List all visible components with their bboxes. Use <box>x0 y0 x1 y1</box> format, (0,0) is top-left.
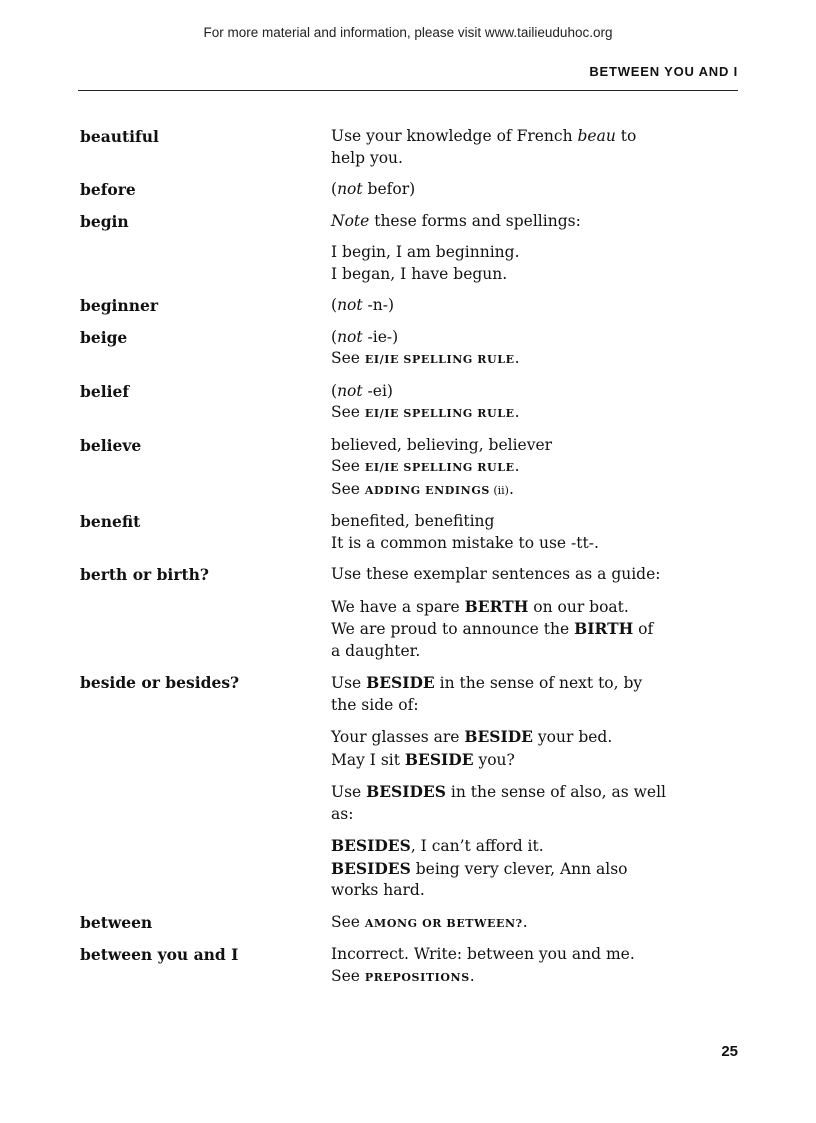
cross-reference: AMONG OR BETWEEN? <box>364 916 523 930</box>
entry-term: benefit <box>80 512 141 531</box>
entry-definition: (not befor) <box>331 180 416 198</box>
cross-reference: PREPOSITIONS <box>364 970 470 984</box>
entry-definition: (not -ei) See EI/IE SPELLING RULE. <box>331 381 520 421</box>
entry-term: beside or besides? <box>80 673 240 692</box>
dictionary-entries <box>80 126 740 998</box>
entry-term: beginner <box>80 296 158 315</box>
entry-beginner <box>80 295 740 317</box>
entry-before <box>80 179 740 201</box>
entry-definition: Incorrect. Write: between you and me. See PREPOSITIONS. <box>331 945 635 985</box>
entry-belief <box>80 381 740 425</box>
cross-reference: EI/IE SPELLING RULE <box>364 407 515 420</box>
entry-definition: benefited, benefiting It is a common mistake to use -tt-. <box>331 512 599 552</box>
entry-between-you-and-i <box>80 944 740 988</box>
cross-reference: EI/IE SPELLING RULE <box>364 461 515 474</box>
entry-benefit <box>80 511 740 554</box>
cross-reference: EI/IE SPELLING RULE <box>364 353 515 366</box>
entry-term: belief <box>80 381 130 401</box>
entry-definition: See AMONG OR BETWEEN?. <box>331 912 528 931</box>
entry-term: beige <box>80 327 128 347</box>
entry-definition: Use your knowledge of French beau to help you. <box>331 127 637 167</box>
page-number: 25 <box>721 1043 738 1060</box>
running-head: BETWEEN YOU AND I <box>589 64 738 79</box>
entry-definition: (not -ie-) See EI/IE SPELLING RULE. <box>331 327 520 367</box>
entry-begin <box>80 211 740 286</box>
entry-beautiful <box>80 126 740 169</box>
entry-term: before <box>80 180 136 199</box>
header-rule <box>78 90 738 91</box>
source-note: For more material and information, please visit www.tailieuduhoc.org <box>203 25 613 40</box>
entry-definition: believed, believing, believer See EI/IE SPELLING RULE. See ADDING ENDINGS (ii). <box>331 435 553 498</box>
entry-definition: Note these forms and spellings: I begin, I am beginning. I began, I have begun. <box>331 211 581 283</box>
entry-term: believe <box>80 435 142 455</box>
entry-definition: Use BESIDE in the sense of next to, by the side of: Your glasses are BESIDE your bed. May I sit BESIDE you? Use BESIDES in the sense of also, as well as: BESIDES, I can’t afford it. BESIDES being very clever, Ann also works hard. <box>331 673 667 899</box>
cross-reference: ADDING ENDINGS <box>364 483 490 497</box>
entry-term: berth or birth? <box>80 565 209 584</box>
entry-term: beautiful <box>80 127 159 146</box>
entry-definition: Use these exemplar sentences as a guide: We have a spare BERTH on our boat. We are proud to announce the BIRTH of a daughter. <box>331 565 661 660</box>
entry-beside-or-besides <box>80 672 740 902</box>
entry-between <box>80 912 740 935</box>
entry-believe <box>80 435 740 502</box>
entry-term: begin <box>80 211 129 231</box>
entry-beige <box>80 327 740 371</box>
entry-term: between <box>80 912 153 932</box>
entry-definition: (not -n-) <box>331 296 395 314</box>
entry-term: between you and I <box>80 945 239 964</box>
entry-berth-or-birth <box>80 564 740 662</box>
